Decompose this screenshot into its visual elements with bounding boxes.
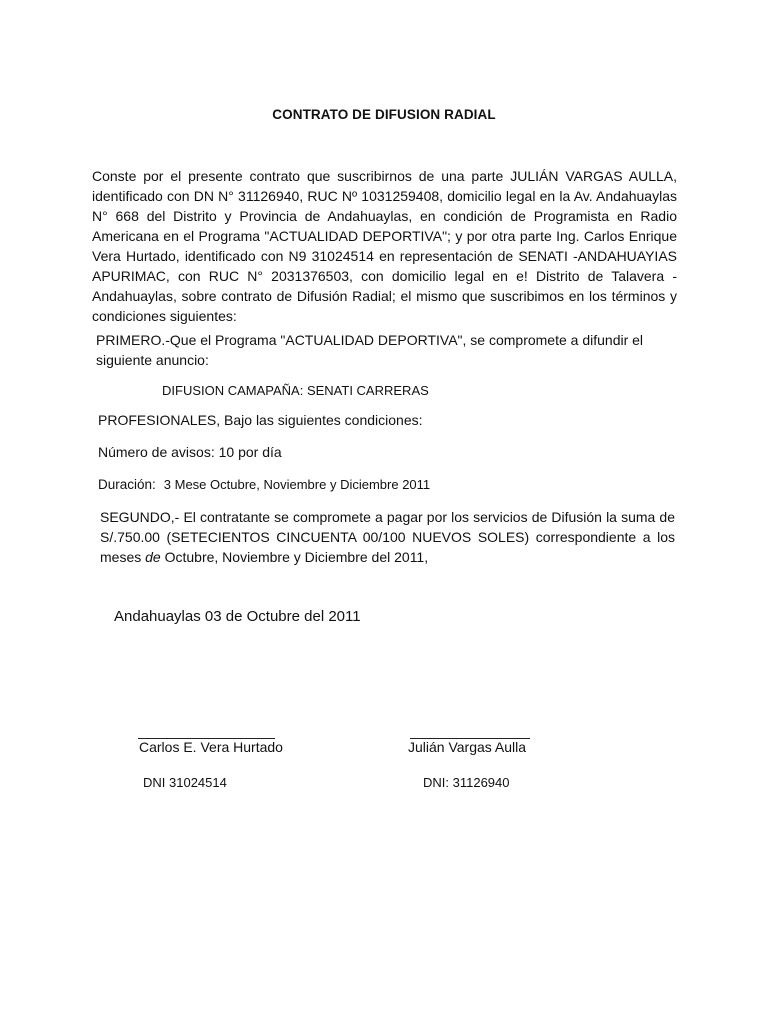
duration-value: 3 Mese Octubre, Noviembre y Diciembre 2011: [163, 477, 431, 492]
segundo-text-2: Octubre, Noviembre y Diciembre del 2011,: [164, 549, 429, 565]
clause-primero: PRIMERO.-Que el Programa "ACTUALIDAD DEPORTIVA", se compromete a difundir el siguiente anuncio:: [96, 332, 644, 368]
segundo-de: de: [145, 549, 161, 565]
document-title: CONTRATO DE DIFUSION RADIAL: [272, 107, 496, 122]
segundo-text-1: SEGUNDO,- El contratante se compromete a pagar por los servicios de Difusión la suma de S/.750.00 (SETECIENTOS CINCUENTA 00/100 NUEVOS SOLES) correspondiente a los meses: [100, 509, 675, 565]
intro-paragraph: Conste por el presente contrato que suscribirnos de una parte JULIÁN VARGAS AULLA, identificado con DN N° 31126940, RUC Nº 1031259408, domicilio legal en la Av. Andahuaylas N° 668 del Distrito y Provincia de Andahuaylas, en condición de Programista en Radio Americana en el Programa "ACTUALIDAD DEPORTIVA"; y por otra parte Ing. Carlos Enrique Vera Hurtado, identificado con N9 31024514 en representación de SENATI -ANDAHUAYIAS APURIMAC, con RUC N° 2031376503, con domicilio legal en e! Distrito de Talavera -Andahuaylas, sobre contrato de Difusión Radial; el mismo que suscribimos en los términos y condiciones siguientes:: [92, 168, 677, 324]
signatory-name-1: Carlos E. Vera Hurtado: [139, 739, 283, 755]
signatory-dni-2: DNI: 31126940: [423, 775, 510, 790]
duration: [98, 475, 430, 495]
signatory-name-2: Julián Vargas Aulla: [408, 739, 527, 755]
ads-count: Número de avisos: 10 por día: [98, 444, 282, 460]
clause-segundo: [100, 507, 675, 567]
place-date: Andahuaylas 03 de Octubre del 2011: [114, 608, 361, 625]
announcement-title: DIFUSION CAMAPAÑA: SENATI CARRERAS: [162, 383, 429, 398]
duration-label: Duración:: [98, 477, 156, 492]
conditions-intro: PROFESIONALES, Bajo las siguientes condiciones:: [98, 412, 423, 428]
signatory-dni-1: DNI 31024514: [143, 775, 227, 790]
